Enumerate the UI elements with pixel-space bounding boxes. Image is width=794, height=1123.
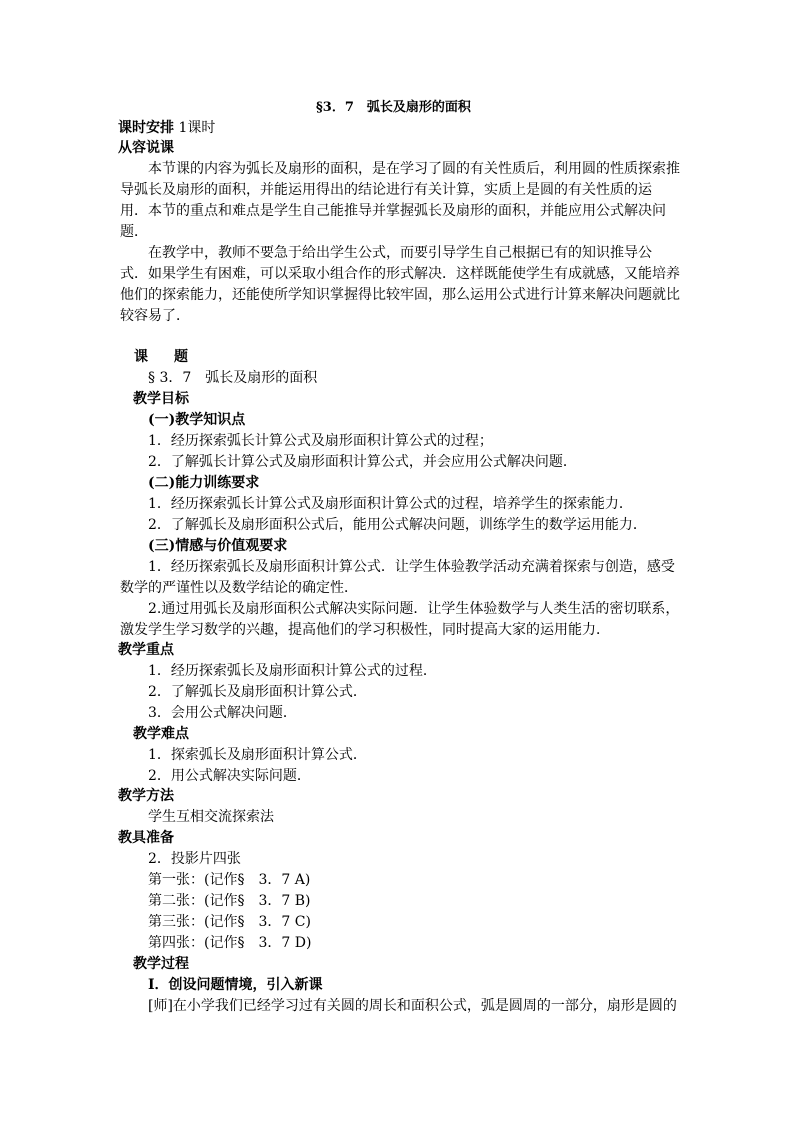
goals-heading: 教学目标 [133,391,189,407]
intro-p2-line: 较容易了． [120,308,190,324]
process-heading: 教学过程 [133,956,189,972]
topic-label-a: 课 [134,349,148,365]
intro-p1-line: 本节课的内容为弧长及扇形的面积，是在学习了圆的有关性质后，利用圆的性质探索推 [148,161,680,177]
process-section-title: Ⅰ．创设问题情境，引入新课 [148,977,323,993]
tools-item: 第四张：(记作§ 3．7 D) [148,935,312,951]
ability-item: 1．经历探索弧长计算公式及扇形面积计算公式的过程，培养学生的探索能力． [148,496,633,512]
topic-heading [134,347,188,367]
intro-p2-line: 他们的探索能力，还能使所学知识掌握得比较牢固，那么运用公式进行计算来解决问题就比 [120,287,680,303]
intro-p2-line: 在教学中，教师不要急于给出学生公式，而要引导学生自己根据已有的知识推导公 [148,245,652,261]
ability-item: 2．了解弧长及扇形面积公式后，能用公式解决问题，训练学生的数学运用能力． [148,517,647,533]
key-points-heading: 教学重点 [118,642,174,658]
tools-heading: 教具准备 [118,830,174,846]
emotion-item-line: 数学的严谨性以及数学结论的确定性． [120,580,358,596]
schedule-label: 课时安排 [118,120,174,136]
method-value: 学生互相交流探索法 [148,809,274,825]
knowledge-item: 2．了解弧长计算公式及扇形面积计算公式，并会应用公式解决问题． [148,454,577,470]
emotion-heading: (三)情感与价值观要求 [148,538,288,554]
tools-item: 2．投影片四张 [148,851,241,867]
key-point-item: 1．经历探索弧长及扇形面积计算公式的过程． [148,663,437,679]
intro-p1-line: 导弧长及扇形的面积，并能运用得出的结论进行有关计算，实质上是圆的有关性质的运 [120,182,652,198]
key-point-item: 3．会用公式解决问题． [148,705,297,721]
knowledge-heading: (一)教学知识点 [148,412,246,428]
intro-heading: 从容说课 [118,140,174,156]
difficulty-item: 2．用公式解决实际问题． [148,768,311,784]
emotion-item-line: 2.通过用弧长及扇形面积公式解决实际问题．让学生体验数学与人类生活的密切联系， [148,601,680,617]
topic-value: § 3．7 弧长及扇形的面积 [148,370,318,386]
process-text-line: [师]在小学我们已经学习过有关圆的周长和面积公式，弧是圆周的一部分，扇形是圆的 [148,998,677,1014]
knowledge-item: 1．经历探索弧长计算公式及扇形面积计算公式的过程； [148,433,493,449]
schedule-value: 1课时 [178,120,216,136]
tools-item: 第二张：(记作§ 3．7 B) [148,893,311,909]
page-title: §3．7 弧长及扇形的面积 [316,100,471,115]
intro-p1-line: 题． [120,224,148,240]
intro-p1-line: 用．本节的重点和难点是学生自己能推导并掌握弧长及扇形的面积，并能应用公式解决问 [120,203,666,219]
key-point-item: 2．了解弧长及扇形面积计算公式． [148,684,367,700]
emotion-item-line: 激发学生学习数学的兴趣，提高他们的学习积极性，同时提高大家的运用能力． [120,622,610,638]
method-heading: 教学方法 [118,788,174,804]
emotion-item-line: 1．经历探索弧长及扇形面积计算公式．让学生体验教学活动充满着探索与创造，感受 [148,559,675,575]
difficulty-item: 1．探索弧长及扇形面积计算公式． [148,747,367,763]
intro-p2-line: 式．如果学生有困难，可以采取小组合作的形式解决．这样既能使学生有成就感，又能培养 [120,266,680,282]
tools-item: 第三张：(记作§ 3．7 C) [148,914,311,930]
topic-label-b: 题 [174,349,188,365]
difficulties-heading: 教学难点 [133,726,189,742]
schedule-line [118,118,215,138]
ability-heading: (二)能力训练要求 [148,475,260,491]
tools-item: 第一张：(记作§ 3．7 A) [148,872,311,888]
